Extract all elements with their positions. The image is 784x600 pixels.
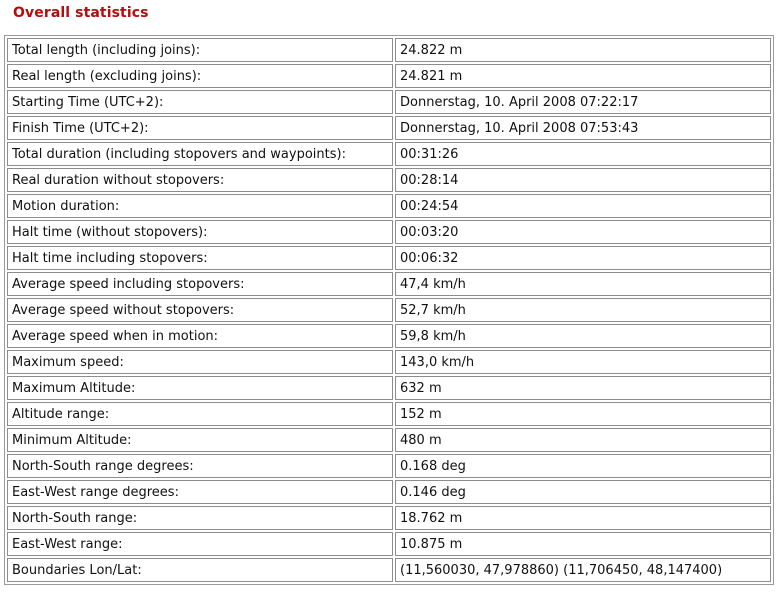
table-row bbox=[7, 246, 771, 270]
table-row bbox=[7, 428, 771, 452]
table-row bbox=[7, 298, 771, 322]
table-row bbox=[7, 454, 771, 478]
stat-label: Total duration (including stopovers and waypoints): bbox=[7, 142, 393, 166]
stat-value: 00:24:54 bbox=[395, 194, 771, 218]
stat-value: Donnerstag, 10. April 2008 07:53:43 bbox=[395, 116, 771, 140]
table-row bbox=[7, 90, 771, 114]
table-row bbox=[7, 272, 771, 296]
stat-label: Starting Time (UTC+2): bbox=[7, 90, 393, 114]
stat-label: Boundaries Lon/Lat: bbox=[7, 558, 393, 582]
stat-label: Total length (including joins): bbox=[7, 38, 393, 62]
stat-label: East-West range degrees: bbox=[7, 480, 393, 504]
stat-label: Real length (excluding joins): bbox=[7, 64, 393, 88]
table-row bbox=[7, 506, 771, 530]
stat-label: Motion duration: bbox=[7, 194, 393, 218]
stat-value: 143,0 km/h bbox=[395, 350, 771, 374]
stat-value: 00:31:26 bbox=[395, 142, 771, 166]
table-row bbox=[7, 168, 771, 192]
table-row bbox=[7, 142, 771, 166]
stat-value: 59,8 km/h bbox=[395, 324, 771, 348]
statistics-table bbox=[4, 35, 774, 585]
table-row bbox=[7, 532, 771, 556]
stat-value: Donnerstag, 10. April 2008 07:22:17 bbox=[395, 90, 771, 114]
stat-value: 0.146 deg bbox=[395, 480, 771, 504]
stat-value: 152 m bbox=[395, 402, 771, 426]
stat-value: 632 m bbox=[395, 376, 771, 400]
stat-value: 00:28:14 bbox=[395, 168, 771, 192]
table-row bbox=[7, 220, 771, 244]
table-row bbox=[7, 480, 771, 504]
table-row bbox=[7, 116, 771, 140]
stat-label: North-South range degrees: bbox=[7, 454, 393, 478]
stat-label: Halt time (without stopovers): bbox=[7, 220, 393, 244]
stat-value: 480 m bbox=[395, 428, 771, 452]
stat-label: Finish Time (UTC+2): bbox=[7, 116, 393, 140]
stat-value: 0.168 deg bbox=[395, 454, 771, 478]
stat-value: 24.821 m bbox=[395, 64, 771, 88]
table-row bbox=[7, 38, 771, 62]
stat-label: Maximum speed: bbox=[7, 350, 393, 374]
table-row bbox=[7, 558, 771, 582]
stat-label: East-West range: bbox=[7, 532, 393, 556]
stat-value: 52,7 km/h bbox=[395, 298, 771, 322]
stat-label: Altitude range: bbox=[7, 402, 393, 426]
stat-label: North-South range: bbox=[7, 506, 393, 530]
stat-label: Minimum Altitude: bbox=[7, 428, 393, 452]
table-row bbox=[7, 350, 771, 374]
stat-label: Average speed without stopovers: bbox=[7, 298, 393, 322]
stat-label: Real duration without stopovers: bbox=[7, 168, 393, 192]
stat-label: Average speed when in motion: bbox=[7, 324, 393, 348]
stat-value: 00:06:32 bbox=[395, 246, 771, 270]
stat-value: 24.822 m bbox=[395, 38, 771, 62]
table-row bbox=[7, 64, 771, 88]
stat-value: 18.762 m bbox=[395, 506, 771, 530]
stat-value: 00:03:20 bbox=[395, 220, 771, 244]
table-row bbox=[7, 376, 771, 400]
stat-value: 10.875 m bbox=[395, 532, 771, 556]
table-row bbox=[7, 194, 771, 218]
table-row bbox=[7, 402, 771, 426]
stat-label: Average speed including stopovers: bbox=[7, 272, 393, 296]
stat-label: Maximum Altitude: bbox=[7, 376, 393, 400]
stat-label: Halt time including stopovers: bbox=[7, 246, 393, 270]
page-title: Overall statistics bbox=[13, 5, 149, 21]
table-row bbox=[7, 324, 771, 348]
stat-value: 47,4 km/h bbox=[395, 272, 771, 296]
stat-value: (11,560030, 47,978860) (11,706450, 48,147400) bbox=[395, 558, 771, 582]
